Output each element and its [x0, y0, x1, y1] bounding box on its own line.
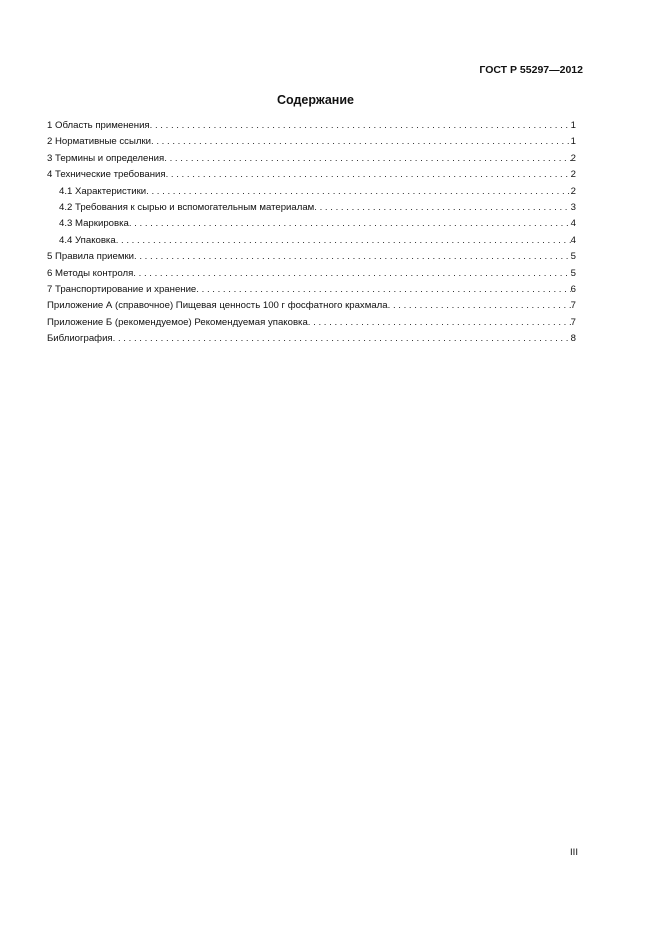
- toc-subentry[interactable]: [47, 235, 576, 251]
- document-code: ГОСТ Р 55297—2012: [479, 64, 583, 76]
- toc-entry-label: 1 Область применения: [47, 120, 150, 131]
- toc-entry[interactable]: [47, 268, 576, 284]
- toc-leader-dots: [151, 136, 571, 147]
- toc-leader-dots: [116, 235, 571, 246]
- toc-entry-page: 2: [570, 152, 576, 164]
- toc-entry[interactable]: [47, 284, 576, 300]
- toc-entry-label: 4.3 Маркировка: [59, 218, 129, 230]
- toc-entry-page: 1: [570, 120, 576, 131]
- toc-entry[interactable]: [47, 169, 576, 185]
- toc-entry-label: 5 Правила приемки: [47, 251, 134, 263]
- toc-entry-page: 7: [570, 316, 576, 328]
- toc-leader-dots: [308, 317, 571, 328]
- toc-subentry[interactable]: [47, 202, 576, 218]
- toc-leader-dots: [129, 218, 571, 229]
- toc-entry-label: 4.2 Требования к сырью и вспомогательным материалам: [59, 201, 315, 213]
- toc-entry-page: 2: [570, 169, 576, 181]
- toc-entry[interactable]: [47, 317, 576, 333]
- toc-entry-page: 6: [570, 283, 576, 295]
- toc-leader-dots: [150, 120, 571, 131]
- toc-leader-dots: [314, 202, 570, 213]
- toc-entry-page: 7: [570, 300, 576, 312]
- toc-leader-dots: [196, 284, 570, 295]
- toc-entry-page: 8: [570, 333, 576, 345]
- toc-entry-label: Библиография: [47, 333, 113, 345]
- toc-leader-dots: [164, 153, 570, 164]
- toc-entry-label: 7 Транспортирование и хранение: [47, 283, 197, 295]
- toc-entry-page: 1: [570, 136, 576, 148]
- toc-leader-dots: [134, 251, 571, 262]
- toc-leader-dots: [113, 333, 571, 344]
- toc-subentry[interactable]: [47, 218, 576, 234]
- toc-subentry[interactable]: [47, 186, 576, 202]
- toc-entry-label: 2 Нормативные ссылки: [47, 136, 152, 148]
- toc-entry[interactable]: [47, 300, 576, 316]
- table-of-contents: [47, 120, 576, 349]
- toc-entry[interactable]: [47, 120, 576, 136]
- toc-leader-dots: [146, 186, 571, 197]
- toc-leader-dots: [133, 268, 570, 279]
- toc-leader-dots: [388, 300, 571, 311]
- toc-entry-page: 5: [570, 267, 576, 279]
- toc-entry-label: 4.1 Характеристики: [59, 185, 147, 197]
- toc-entry-label: 3 Термины и определения: [47, 152, 165, 164]
- toc-entry-page: 4: [570, 218, 576, 230]
- toc-entry-label: 4 Технические требования: [47, 169, 166, 181]
- toc-entry-page: 5: [570, 251, 576, 263]
- toc-entry[interactable]: [47, 251, 576, 267]
- page-number: III: [570, 847, 578, 858]
- toc-entry-label: 6 Методы контроля: [47, 267, 134, 279]
- toc-entry-label: Приложение Б (рекомендуемое) Рекомендуемая упаковка: [47, 316, 308, 328]
- toc-entry-page: 3: [570, 201, 576, 213]
- toc-entry[interactable]: [47, 136, 576, 152]
- toc-entry[interactable]: [47, 153, 576, 169]
- toc-entry-label: Приложение А (справочное) Пищевая ценность 100 г фосфатного крахмала: [47, 300, 388, 312]
- toc-entry-page: 4: [570, 234, 576, 246]
- toc-entry-label: 4.4 Упаковка: [59, 234, 116, 246]
- toc-entry-page: 2: [570, 185, 576, 197]
- toc-entry[interactable]: [47, 333, 576, 349]
- toc-leader-dots: [166, 169, 571, 180]
- toc-title: Содержание: [276, 93, 354, 107]
